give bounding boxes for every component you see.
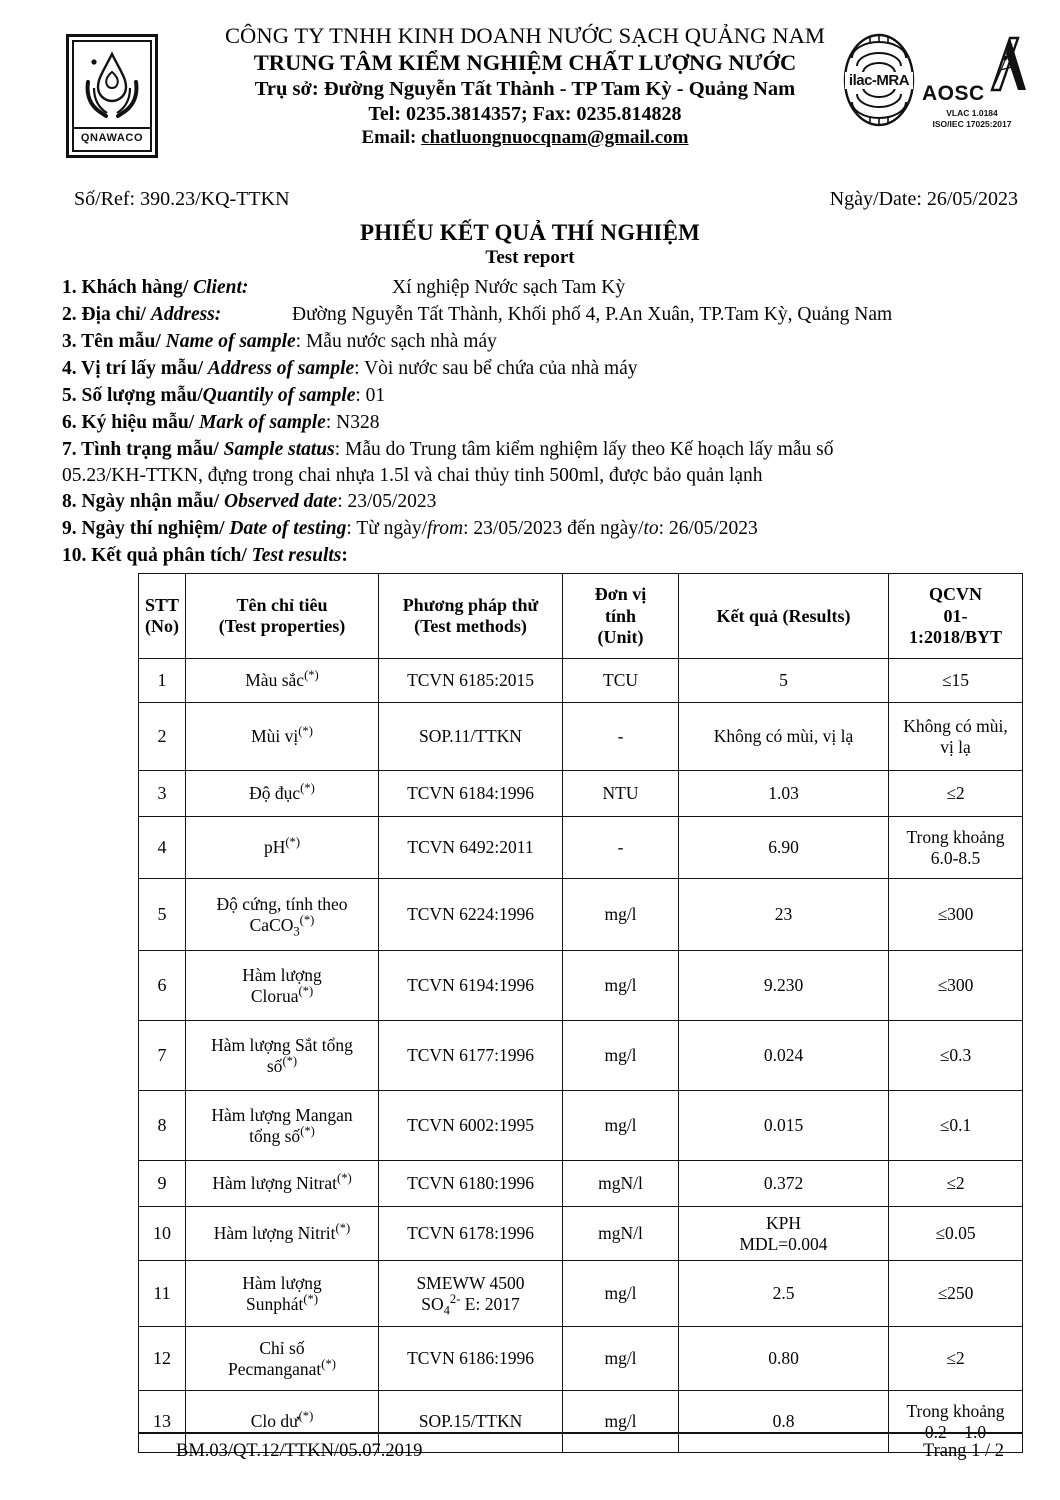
results-table-wrapper xyxy=(0,573,1060,1453)
company-address: Trụ sở: Đường Nguyễn Tất Thành - TP Tam Kỳ - Quảng Nam xyxy=(254,77,796,100)
cell-test-method: TCVN 6177:1996 xyxy=(379,1021,563,1091)
field-observed-date-label: 8. Ngày nhận mẫu/ Observed date xyxy=(62,491,338,513)
cell-stt: 4 xyxy=(139,817,186,879)
field-name-of-sample-value: : Mẫu nước sạch nhà máy xyxy=(295,330,497,352)
field-name-of-sample-label: 3. Tên mẫu/ Name of sample xyxy=(62,330,296,352)
cell-test-property: Hàm lượng Clorua(*) xyxy=(186,951,379,1021)
field-date-of-testing-label: 9. Ngày thí nghiệm/ Date of testing xyxy=(62,518,347,540)
test-results-table xyxy=(138,573,1023,1453)
cell-qcvn-limit: ≤0.1 xyxy=(889,1091,1023,1161)
page-title: PHIẾU KẾT QUẢ THÍ NGHIỆM xyxy=(359,220,701,245)
cell-result: Không có mùi, vị lạ xyxy=(679,703,889,771)
cell-test-property: Độ cứng, tính theo CaCO$_3$(*) xyxy=(186,879,379,951)
footer-form-code: BM.03/QT.12/TTKN/05.07.2019 xyxy=(176,1441,423,1461)
sample-info-list xyxy=(62,275,1020,569)
table-row xyxy=(139,879,1023,951)
cell-stt: 10 xyxy=(139,1207,186,1261)
cell-stt: 5 xyxy=(139,879,186,951)
cell-stt: 9 xyxy=(139,1161,186,1207)
cell-stt: 11 xyxy=(139,1261,186,1327)
cell-unit: mg/l xyxy=(563,1391,679,1453)
iso-standard: ISO/IEC 17025:2017 xyxy=(932,119,1012,129)
cell-qcvn-limit: Không có mùi, vị lạ xyxy=(889,703,1023,771)
report-ref-number: Số/Ref: 390.23/KQ-TTKN xyxy=(74,188,290,210)
cell-result: 6.90 xyxy=(679,817,889,879)
email-address[interactable]: chatluongnuocqnam@gmail.com xyxy=(421,127,689,149)
field-address-of-sample-label: 4. Vị trí lấy mẫu/ Address of sample xyxy=(62,357,355,379)
cell-result: 0.015 xyxy=(679,1091,889,1161)
page-footer xyxy=(0,1432,1060,1478)
col-header-unit: Đơn vị tính (Unit) xyxy=(563,574,679,659)
table-row xyxy=(139,1091,1023,1161)
field-client-label: 1. Khách hàng/ Client: xyxy=(62,277,249,298)
cell-test-property: Hàm lượng Sunphát(*) xyxy=(186,1261,379,1327)
field-mark-of-sample-value: : N328 xyxy=(325,411,380,433)
cell-unit: mg/l xyxy=(563,1091,679,1161)
cell-stt: 1 xyxy=(139,659,186,703)
cell-unit: mgN/l xyxy=(563,1207,679,1261)
col-header-qcvn: QCVN 01- 1:2018/BYT xyxy=(889,574,1023,659)
table-row xyxy=(139,1207,1023,1261)
cell-result: 0.372 xyxy=(679,1161,889,1207)
logo-wordmark: QNAWACO xyxy=(74,127,150,148)
cell-test-property: Màu sắc(*) xyxy=(186,659,379,703)
table-row xyxy=(139,1161,1023,1207)
footer-page-number: Trang 1 / 2 xyxy=(922,1441,1004,1461)
field-client xyxy=(62,275,1020,301)
cell-test-method: TCVN 6492:2011 xyxy=(379,817,563,879)
cell-result: 0.80 xyxy=(679,1327,889,1391)
cell-result: 23 xyxy=(679,879,889,951)
table-header-row xyxy=(139,574,1023,659)
field-address-value: Đường Nguyễn Tất Thành, Khối phố 4, P.An Xuân, TP.Tam Kỳ, Quảng Nam xyxy=(292,303,893,325)
field-sample-status-value: : Mẫu do Trung tâm kiểm nghiệm lấy theo Kế hoạch lấy mẫu số xyxy=(334,438,834,460)
cell-qcvn-limit: ≤300 xyxy=(889,879,1023,951)
field-address-of-sample xyxy=(62,356,1020,382)
cell-result: 9.230 xyxy=(679,951,889,1021)
cell-qcvn-limit: ≤2 xyxy=(889,1327,1023,1391)
email-label: Email: xyxy=(361,127,422,149)
cell-stt: 13 xyxy=(139,1391,186,1453)
col-header-stt: STT (No) xyxy=(139,574,186,659)
table-row xyxy=(139,659,1023,703)
vlac-accreditation-text xyxy=(922,108,1022,130)
field-observed-date-value: : 23/05/2023 xyxy=(337,491,437,513)
cell-unit: mg/l xyxy=(563,1261,679,1327)
table-body xyxy=(139,659,1023,1453)
company-email-line xyxy=(178,126,872,149)
cell-qcvn-limit: ≤15 xyxy=(889,659,1023,703)
table-row xyxy=(139,951,1023,1021)
cell-test-method: SOP.11/TTKN xyxy=(379,703,563,771)
document-title-block xyxy=(0,220,1060,269)
cell-test-property: Chỉ số Pecmanganat(*) xyxy=(186,1327,379,1391)
center-name: TRUNG TÂM KIỂM NGHIỆM CHẤT LƯỢNG NƯỚC xyxy=(253,50,797,76)
cell-test-method: TCVN 6180:1996 xyxy=(379,1161,563,1207)
cell-test-property: Hàm lượng Mangan tổng số(*) xyxy=(186,1091,379,1161)
cell-qcvn-limit: ≤2 xyxy=(889,1161,1023,1207)
cell-unit: mg/l xyxy=(563,1327,679,1391)
cell-test-property: Hàm lượng Nitrat(*) xyxy=(186,1161,379,1207)
field-observed-date xyxy=(62,489,1020,515)
field-address-label: 2. Địa chỉ/ Address: xyxy=(62,303,222,325)
cell-test-method: TCVN 6184:1996 xyxy=(379,771,563,817)
table-row xyxy=(139,1261,1023,1327)
cell-stt: 2 xyxy=(139,703,186,771)
cell-test-property: Hàm lượng Sắt tổng số(*) xyxy=(186,1021,379,1091)
report-date: Ngày/Date: 26/05/2023 xyxy=(829,188,1018,210)
aosc-wordmark: AOSC xyxy=(922,82,985,105)
cell-test-property: Clo dư(*) xyxy=(186,1391,379,1453)
cell-qcvn-limit: Trong khoảng 0.2 – 1.0 xyxy=(889,1391,1023,1453)
cell-result: 2.5 xyxy=(679,1261,889,1327)
table-row xyxy=(139,771,1023,817)
cell-unit: - xyxy=(563,703,679,771)
ref-date-row xyxy=(40,188,1020,214)
table-row xyxy=(139,1021,1023,1091)
field-test-results-label: 10. Kết quả phân tích/ Test results: xyxy=(62,545,348,567)
cell-test-method: SMEWW 4500 $SO_4^{2-}$ E: 2017 xyxy=(379,1261,563,1327)
col-header-test-properties: Tên chỉ tiêu (Test properties) xyxy=(186,574,379,659)
cell-stt: 8 xyxy=(139,1091,186,1161)
cell-result: 1.03 xyxy=(679,771,889,817)
col-header-results: Kết quả (Results) xyxy=(679,574,889,659)
field-date-of-testing-value: : Từ ngày/from: 23/05/2023 đến ngày/to: 26/05/2023 xyxy=(346,518,758,540)
cell-result: 0.8 xyxy=(679,1391,889,1453)
table-row xyxy=(139,817,1023,879)
cell-test-method: TCVN 6002:1995 xyxy=(379,1091,563,1161)
field-quantity-of-sample-value: : 01 xyxy=(355,384,386,406)
cell-unit: mgN/l xyxy=(563,1161,679,1207)
field-sample-status xyxy=(62,437,1020,463)
field-name-of-sample xyxy=(62,329,1020,355)
table-row xyxy=(139,1327,1023,1391)
page-title-en: Test report xyxy=(485,247,575,268)
cell-stt: 7 xyxy=(139,1021,186,1091)
field-test-results xyxy=(62,543,1020,569)
field-quantity-of-sample xyxy=(62,383,1020,409)
footer-divider xyxy=(138,1432,1022,1434)
cell-unit: NTU xyxy=(563,771,679,817)
cell-test-property: Hàm lượng Nitrit(*) xyxy=(186,1207,379,1261)
field-mark-of-sample-label: 6. Ký hiệu mẫu/ Mark of sample xyxy=(62,411,326,433)
cell-result: 5 xyxy=(679,659,889,703)
cell-unit: - xyxy=(563,817,679,879)
svg-text:ilac-MRA: ilac-MRA xyxy=(848,72,910,89)
field-address-of-sample-value: : Vòi nước sau bể chứa của nhà máy xyxy=(354,357,638,379)
field-mark-of-sample xyxy=(62,410,1020,436)
field-quantity-of-sample-label: 5. Số lượng mẫu/Quantily of sample xyxy=(62,384,356,406)
cell-stt: 3 xyxy=(139,771,186,817)
qnawaco-logo xyxy=(66,34,158,158)
aosc-logo xyxy=(922,34,1022,138)
cell-unit: TCU xyxy=(563,659,679,703)
cell-test-method: TCVN 6224:1996 xyxy=(379,879,563,951)
cell-unit: mg/l xyxy=(563,879,679,951)
company-phone: Tel: 0235.3814357; Fax: 0235.814828 xyxy=(368,102,682,125)
cell-test-method: TCVN 6185:2015 xyxy=(379,659,563,703)
cell-stt: 6 xyxy=(139,951,186,1021)
cell-test-property: Độ đục(*) xyxy=(186,771,379,817)
field-client-value: Xí nghiệp Nước sạch Tam Kỳ xyxy=(392,277,626,298)
cell-result: KPH MDL=0.004 xyxy=(679,1207,889,1261)
col-header-test-methods: Phương pháp thử (Test methods) xyxy=(379,574,563,659)
letterhead xyxy=(38,22,1022,182)
cell-test-method: SOP.15/TTKN xyxy=(379,1391,563,1453)
field-date-of-testing xyxy=(62,516,1020,542)
cell-qcvn-limit: Trong khoảng 6.0-8.5 xyxy=(889,817,1023,879)
cell-result: 0.024 xyxy=(679,1021,889,1091)
cell-stt: 12 xyxy=(139,1327,186,1391)
vlac-code: VLAC 1.0184 xyxy=(946,108,998,118)
cell-qcvn-limit: ≤250 xyxy=(889,1261,1023,1327)
cell-qcvn-limit: ≤2 xyxy=(889,771,1023,817)
accreditation-logos xyxy=(842,30,1022,150)
ilac-mra-icon xyxy=(842,32,916,128)
field-address xyxy=(62,302,1020,328)
company-name: CÔNG TY TNHH KINH DOANH NƯỚC SẠCH QUẢNG NAM xyxy=(224,23,826,48)
cell-unit: mg/l xyxy=(563,1021,679,1091)
cell-test-method: TCVN 6178:1996 xyxy=(379,1207,563,1261)
cell-qcvn-limit: ≤0.3 xyxy=(889,1021,1023,1091)
cell-test-method: TCVN 6194:1996 xyxy=(379,951,563,1021)
cell-test-property: Mùi vị(*) xyxy=(186,703,379,771)
field-sample-status-label: 7. Tình trạng mẫu/ Sample status xyxy=(62,438,335,460)
cell-test-property: pH(*) xyxy=(186,817,379,879)
field-sample-status-continuation: 05.23/KH-TTKN, đựng trong chai nhựa 1.5l và chai thủy tinh 500ml, được bảo quản lạnh xyxy=(62,465,763,487)
water-drop-hands-icon xyxy=(74,42,150,132)
cell-qcvn-limit: ≤300 xyxy=(889,951,1023,1021)
table-row xyxy=(139,703,1023,771)
cell-unit: mg/l xyxy=(563,951,679,1021)
cell-qcvn-limit: ≤0.05 xyxy=(889,1207,1023,1261)
cell-test-method: TCVN 6186:1996 xyxy=(379,1327,563,1391)
